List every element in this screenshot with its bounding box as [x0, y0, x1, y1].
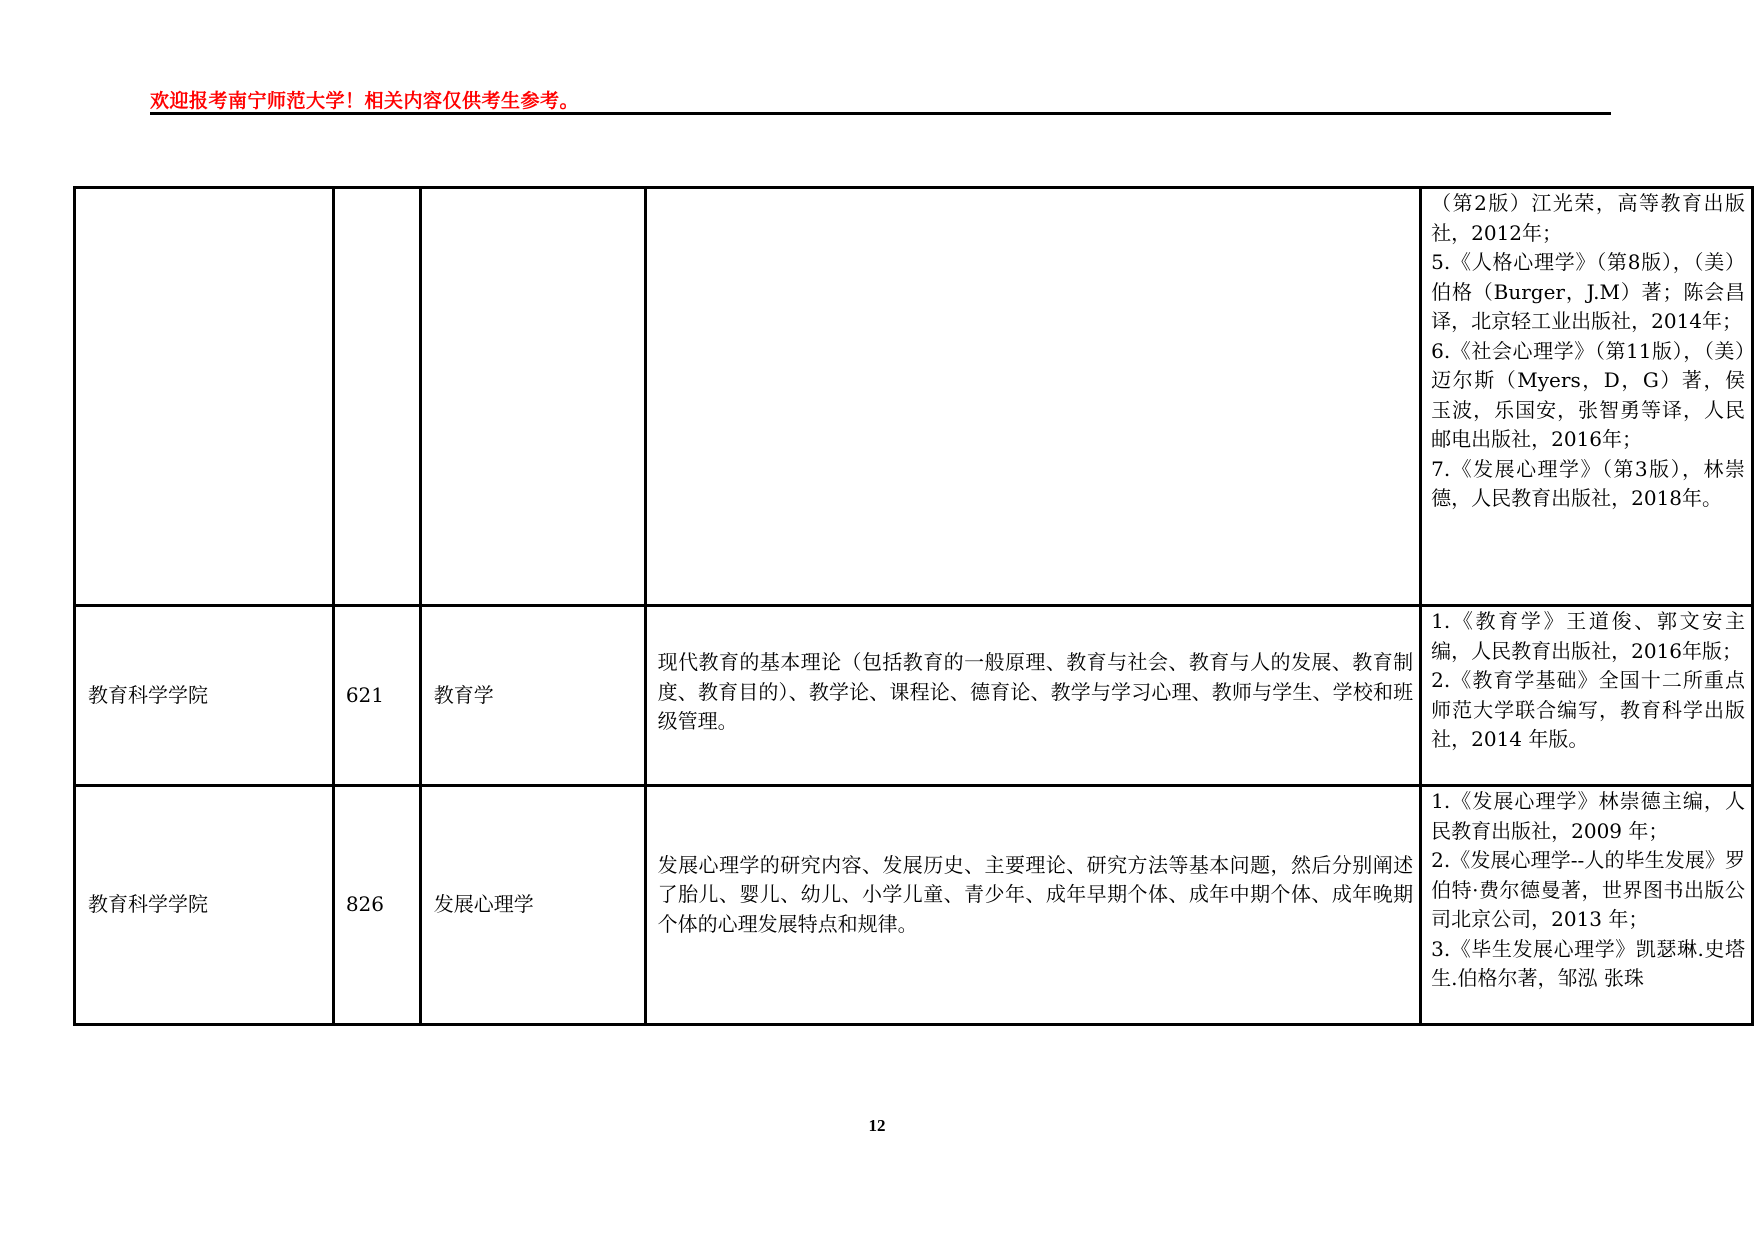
- header-notice: 欢迎报考南宁师范大学！相关内容仅供考生参考。: [150, 90, 580, 112]
- code-cell: 826: [333, 786, 420, 1025]
- references-cell: [1421, 188, 1753, 606]
- code-cell: 621: [333, 606, 420, 786]
- reference-item: （第2版）江光荣，高等教育出版社，2012年；: [1431, 191, 1745, 245]
- header-divider: [150, 112, 1611, 115]
- page-number: 12: [868, 1116, 886, 1135]
- reference-item: 5.《人格心理学》（第8版），（美）伯格（Burger，J.M）著；陈会昌译，北京轻工业出版社，2014年；: [1431, 250, 1745, 333]
- references-list: [1431, 607, 1745, 755]
- references-cell: [1421, 606, 1753, 786]
- content-cell: [645, 786, 1420, 1025]
- code-cell: [333, 188, 420, 606]
- reference-item: 7.《发展心理学》（第3版），林崇德，人民教育出版社，2018年。: [1431, 456, 1745, 510]
- exam-subjects-table: [73, 186, 1754, 1026]
- content-cell: [645, 188, 1420, 606]
- reference-item: 1.《发展心理学》林崇德主编，人民教育出版社，2009 年；: [1431, 789, 1745, 843]
- references-cell: [1421, 786, 1753, 1025]
- subject-cell: 教育学: [420, 606, 645, 786]
- subject-cell: 发展心理学: [420, 786, 645, 1025]
- reference-item: 1.《教育学》王道俊、郭文安主编，人民教育出版社，2016年版；: [1431, 609, 1745, 663]
- reference-item: 3.《毕生发展心理学》凯瑟琳.史塔生.伯格尔著，邹泓 张珠: [1431, 936, 1745, 990]
- reference-item: 2.《教育学基础》全国十二所重点师范大学联合编写，教育科学出版社，2014 年版。: [1431, 668, 1745, 751]
- content-text: [658, 394, 1413, 400]
- table-row: [75, 606, 1753, 786]
- references-list: [1431, 787, 1745, 994]
- table-row: [75, 786, 1753, 1025]
- subject-cell: [420, 188, 645, 606]
- reference-item: 6.《社会心理学》（第11版），（美）迈尔斯（Myers，D，G）著，侯玉波，乐国安，张智勇等译，人民邮电出版社，2016年；: [1431, 338, 1745, 451]
- references-list: [1431, 189, 1745, 514]
- content-text: 现代教育的基本理论（包括教育的一般原理、教育与社会、教育与人的发展、教育制度、教育目的）、教学论、课程论、德育论、教学与学习心理、教师与学生、学校和班级管理。: [657, 650, 1414, 734]
- content-text: 发展心理学的研究内容、发展历史、主要理论、研究方法等基本问题，然后分别阐述了胎儿、婴儿、幼儿、小学儿童、青少年、成年早期个体、成年中期个体、成年晚期个体的心理发展特点和规律。: [657, 852, 1414, 936]
- reference-item: 2.《发展心理学--人的毕生发展》罗伯特·费尔德曼著，世界图书出版公司北京公司，2013 年；: [1431, 848, 1745, 931]
- college-cell: 教育科学学院: [75, 606, 334, 786]
- college-cell: [75, 188, 334, 606]
- table-row: [75, 188, 1753, 606]
- content-cell: [645, 606, 1420, 786]
- college-cell: 教育科学学院: [75, 786, 334, 1025]
